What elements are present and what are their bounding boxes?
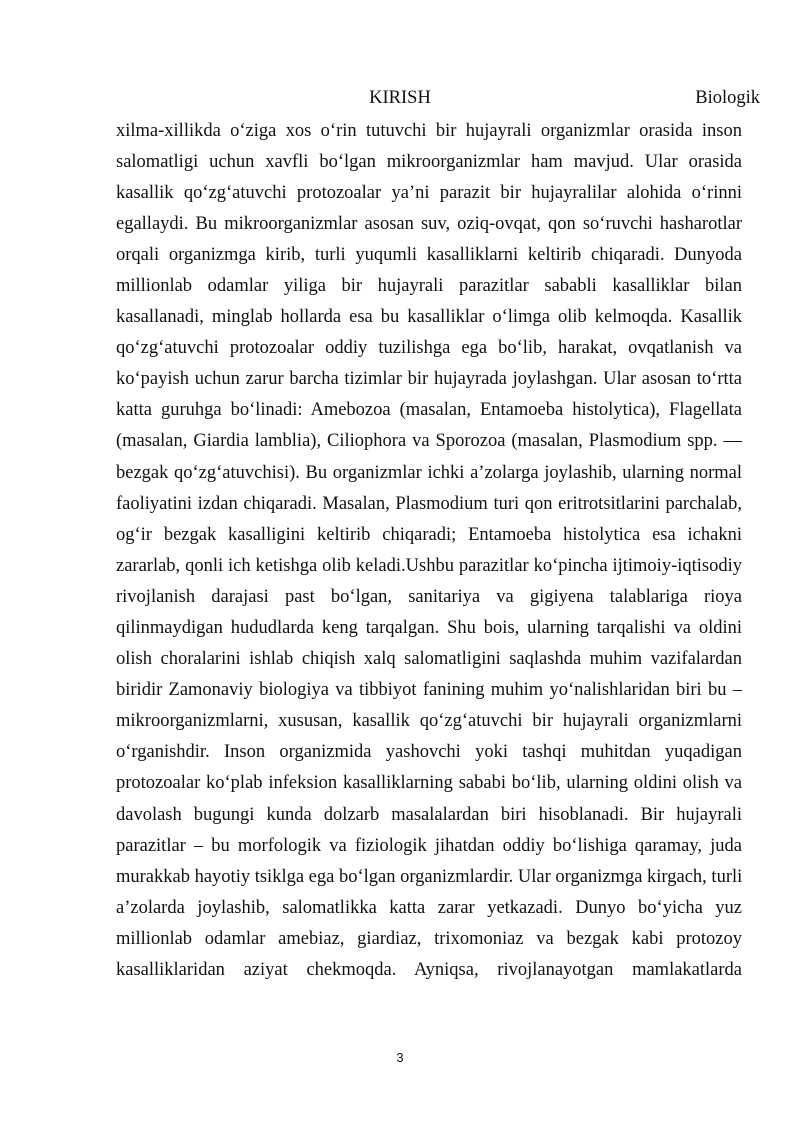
page-number: 3 xyxy=(396,1050,404,1065)
text-line: rivojlanish darajasi past bo‘lgan, sanitariya va gigiyena talablariga rioya xyxy=(116,586,742,607)
body-paragraph xyxy=(116,116,742,987)
text-line: davolash bugungi kunda dolzarb masalalardan biri hisoblanadi. Bir hujayrali xyxy=(116,804,742,825)
text-line: (masalan, Giardia lamblia), Ciliophora va Sporozoa (masalan, Plasmodium spp. — xyxy=(116,431,742,452)
text-line: kasallik qo‘zg‘atuvchi protozoalar ya’ni parazit bir hujayralilar alohida o‘rinni xyxy=(116,182,742,203)
text-line: parazitlar – bu morfologik va fiziologik jihatdan oddiy bo‘lishiga qaramay, juda xyxy=(116,835,742,856)
text-line: kasalliklaridan aziyat chekmoqda. Ayniqsa, rivojlanayotgan mamlakatlarda xyxy=(116,960,742,981)
text-line: o‘rganishdir. Inson organizmida yashovchi yoki tashqi muhitdan yuqadigan xyxy=(116,742,742,763)
text-line: ko‘payish uchun zarur barcha tizimlar bir hujayrada joylashgan. Ular asosan to‘rtta xyxy=(116,369,742,390)
text-line: millionlab odamlar amebiaz, giardiaz, trixomoniaz va bezgak kabi protozoy xyxy=(116,928,742,949)
text-line: faoliyatini izdan chiqaradi. Masalan, Plasmodium turi qon eritrotsitlarini parchalab, xyxy=(116,493,742,514)
text-line: xilma-xillikda o‘ziga xos o‘rin tutuvchi bir hujayrali organizmlar orasida inson xyxy=(116,120,742,141)
text-line: protozoalar ko‘plab infeksion kasalliklarning sababi bo‘lib, ularning oldini olish va xyxy=(116,773,742,794)
text-line: kasallanadi, minglab hollarda esa bu kasalliklar o‘limga olib kelmoqda. Kasallik xyxy=(116,307,742,328)
text-line: zararlab, qonli ich ketishga olib keladi.Ushbu parazitlar ko‘pincha ijtimoiy-iqtisodiy xyxy=(116,555,742,576)
text-line: bezgak qo‘zg‘atuvchisi). Bu organizmlar ichki a’zolarga joylashib, ularning normal xyxy=(116,462,742,483)
text-line: katta guruhga bo‘linadi: Amebozoa (masalan, Entamoeba histolytica), Flagellata xyxy=(116,400,742,421)
running-header: Biologik xyxy=(695,88,760,108)
text-line: qilinmaydigan hududlarda keng tarqalgan. Shu bois, ularning tarqalishi va oldini xyxy=(116,618,742,638)
section-title: KIRISH xyxy=(369,88,431,108)
text-line: salomatligi uchun xavfli bo‘lgan mikroorganizmlar ham mavjud. Ular orasida xyxy=(116,151,742,172)
text-line: murakkab hayotiy tsiklga ega bo‘lgan organizmlardir. Ular organizmga kirgach, turli xyxy=(116,866,743,887)
text-line: orqali organizmga kirib, turli yuqumli kasalliklarni keltirib chiqaradi. Dunyoda xyxy=(116,244,742,265)
text-line: og‘ir bezgak kasalligini keltirib chiqaradi; Entamoeba histolytica esa ichakni xyxy=(116,524,742,545)
text-line: mikroorganizmlarni, xususan, kasallik qo‘zg‘atuvchi bir hujayrali organizmlarni xyxy=(116,711,742,732)
text-line: biridir Zamonaviy biologiya va tibbiyot fanining muhim yo‘nalishlaridan biri bu – xyxy=(116,680,742,701)
text-line: a’zolarda joylashib, salomatlikka katta zarar yetkazadi. Dunyo bo‘yicha yuz xyxy=(116,897,742,918)
text-line: millionlab odamlar yiliga bir hujayrali parazitlar sababli kasalliklar bilan xyxy=(116,275,742,296)
text-line: qo‘zg‘atuvchi protozoalar oddiy tuzilishga ega bo‘lib, harakat, ovqatlanish va xyxy=(116,338,742,359)
text-line: egallaydi. Bu mikroorganizmlar asosan suv, oziq-ovqat, qon so‘ruvchi hasharotlar xyxy=(116,213,742,234)
text-line: olish choralarini ishlab chiqish xalq salomatligini saqlashda muhim vazifalardan xyxy=(116,649,742,670)
